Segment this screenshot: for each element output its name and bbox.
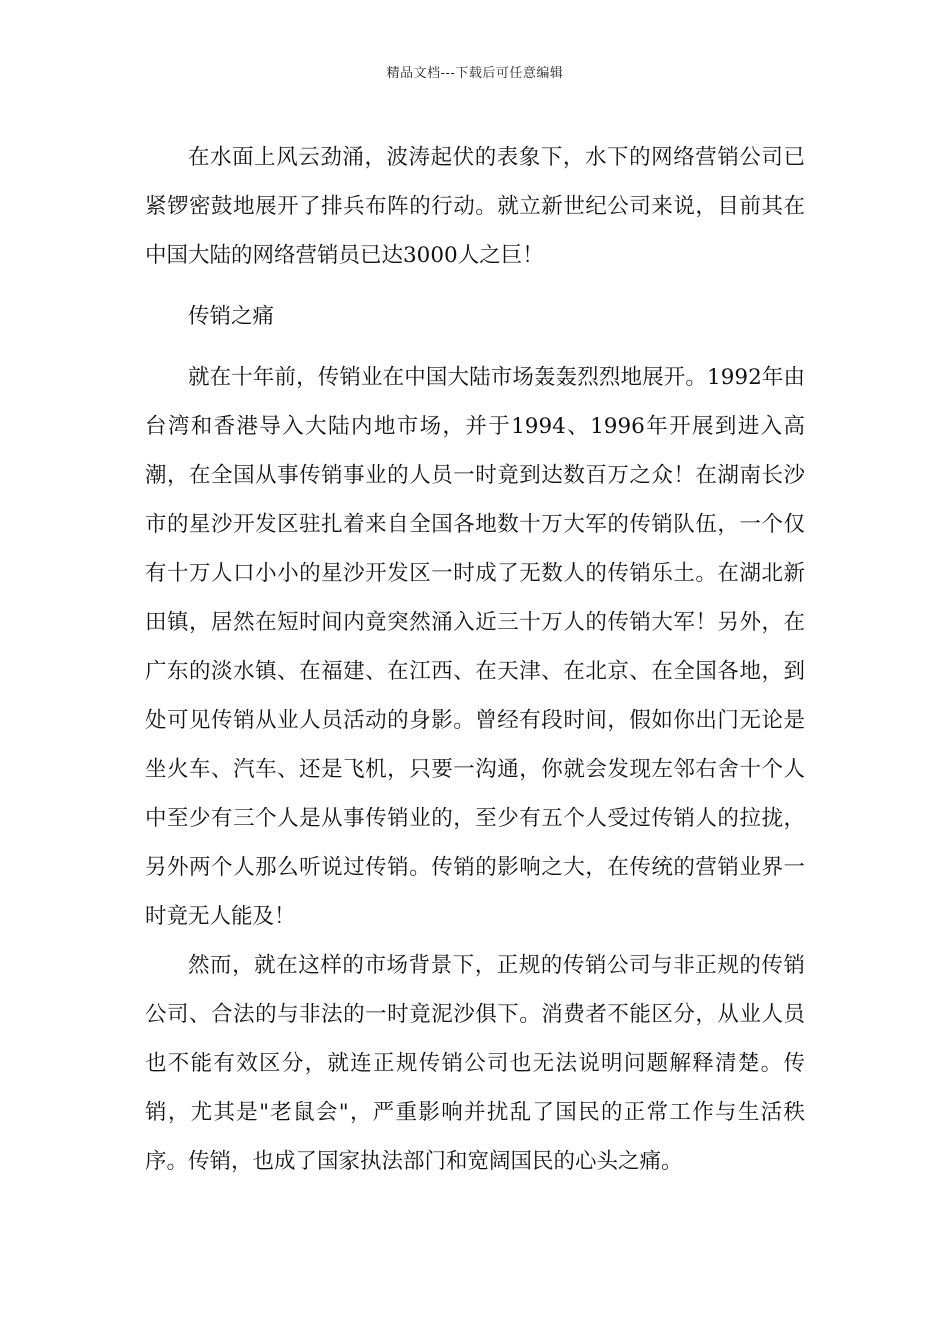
paragraph-intro: 在水面上风云劲涌，波涛起伏的表象下，水下的网络营销公司已紧锣密鼓地展开了排兵布阵的行动。就立新世纪公司来说，目前其在中国大陆的网络营销员已达3000人之巨！ [145,145,805,268]
page-header: 精品文档---下载后可任意编辑 [386,66,564,81]
section-heading: 传销之痛 [188,304,275,329]
paragraph-consequence: 然而，就在这样的市场背景下，正规的传销公司与非正规的传销公司、合法的与非法的一时竟泥沙俱下。消费者不能区分，从业人员也不能有效区分，就连正规传销公司也无法说明问题解释清楚。传销，尤其是"老鼠会"，严重影响并扰乱了国民的正常工作与生活秩序。传销，也成了国家执法部门和宽阔国民的心头之痛。 [145,953,805,1174]
paragraph-history: 就在十年前，传销业在中国大陆市场轰轰烈烈地展开。1992年由台湾和香港导入大陆内地市场，并于1994、1996年开展到进入高潮，在全国从事传销事业的人员一时竟到达数百万之众！在湖南长沙市的星沙开发区驻扎着来自全国各地数十万大军的传销队伍，一个仅有十万人口小小的星沙开发区一时成了无数人的传销乐土。在湖北新田镇，居然在短时间内竟突然涌入近三十万人的传销大军！另外，在广东的淡水镇、在福建、在江西、在天津、在北京、在全国各地，到处可见传销从业人员活动的身影。曾经有段时间，假如你出门无论是坐火车、汽车、还是飞机，只要一沟通，你就会发现左邻右舍十个人中至少有三个人是从事传销业的，至少有五个人受过传销人的拉拢，另外两个人那么听说过传销。传销的影响之大，在传统的营销业界一时竟无人能及！ [145,365,805,929]
document-body [145,133,805,1186]
